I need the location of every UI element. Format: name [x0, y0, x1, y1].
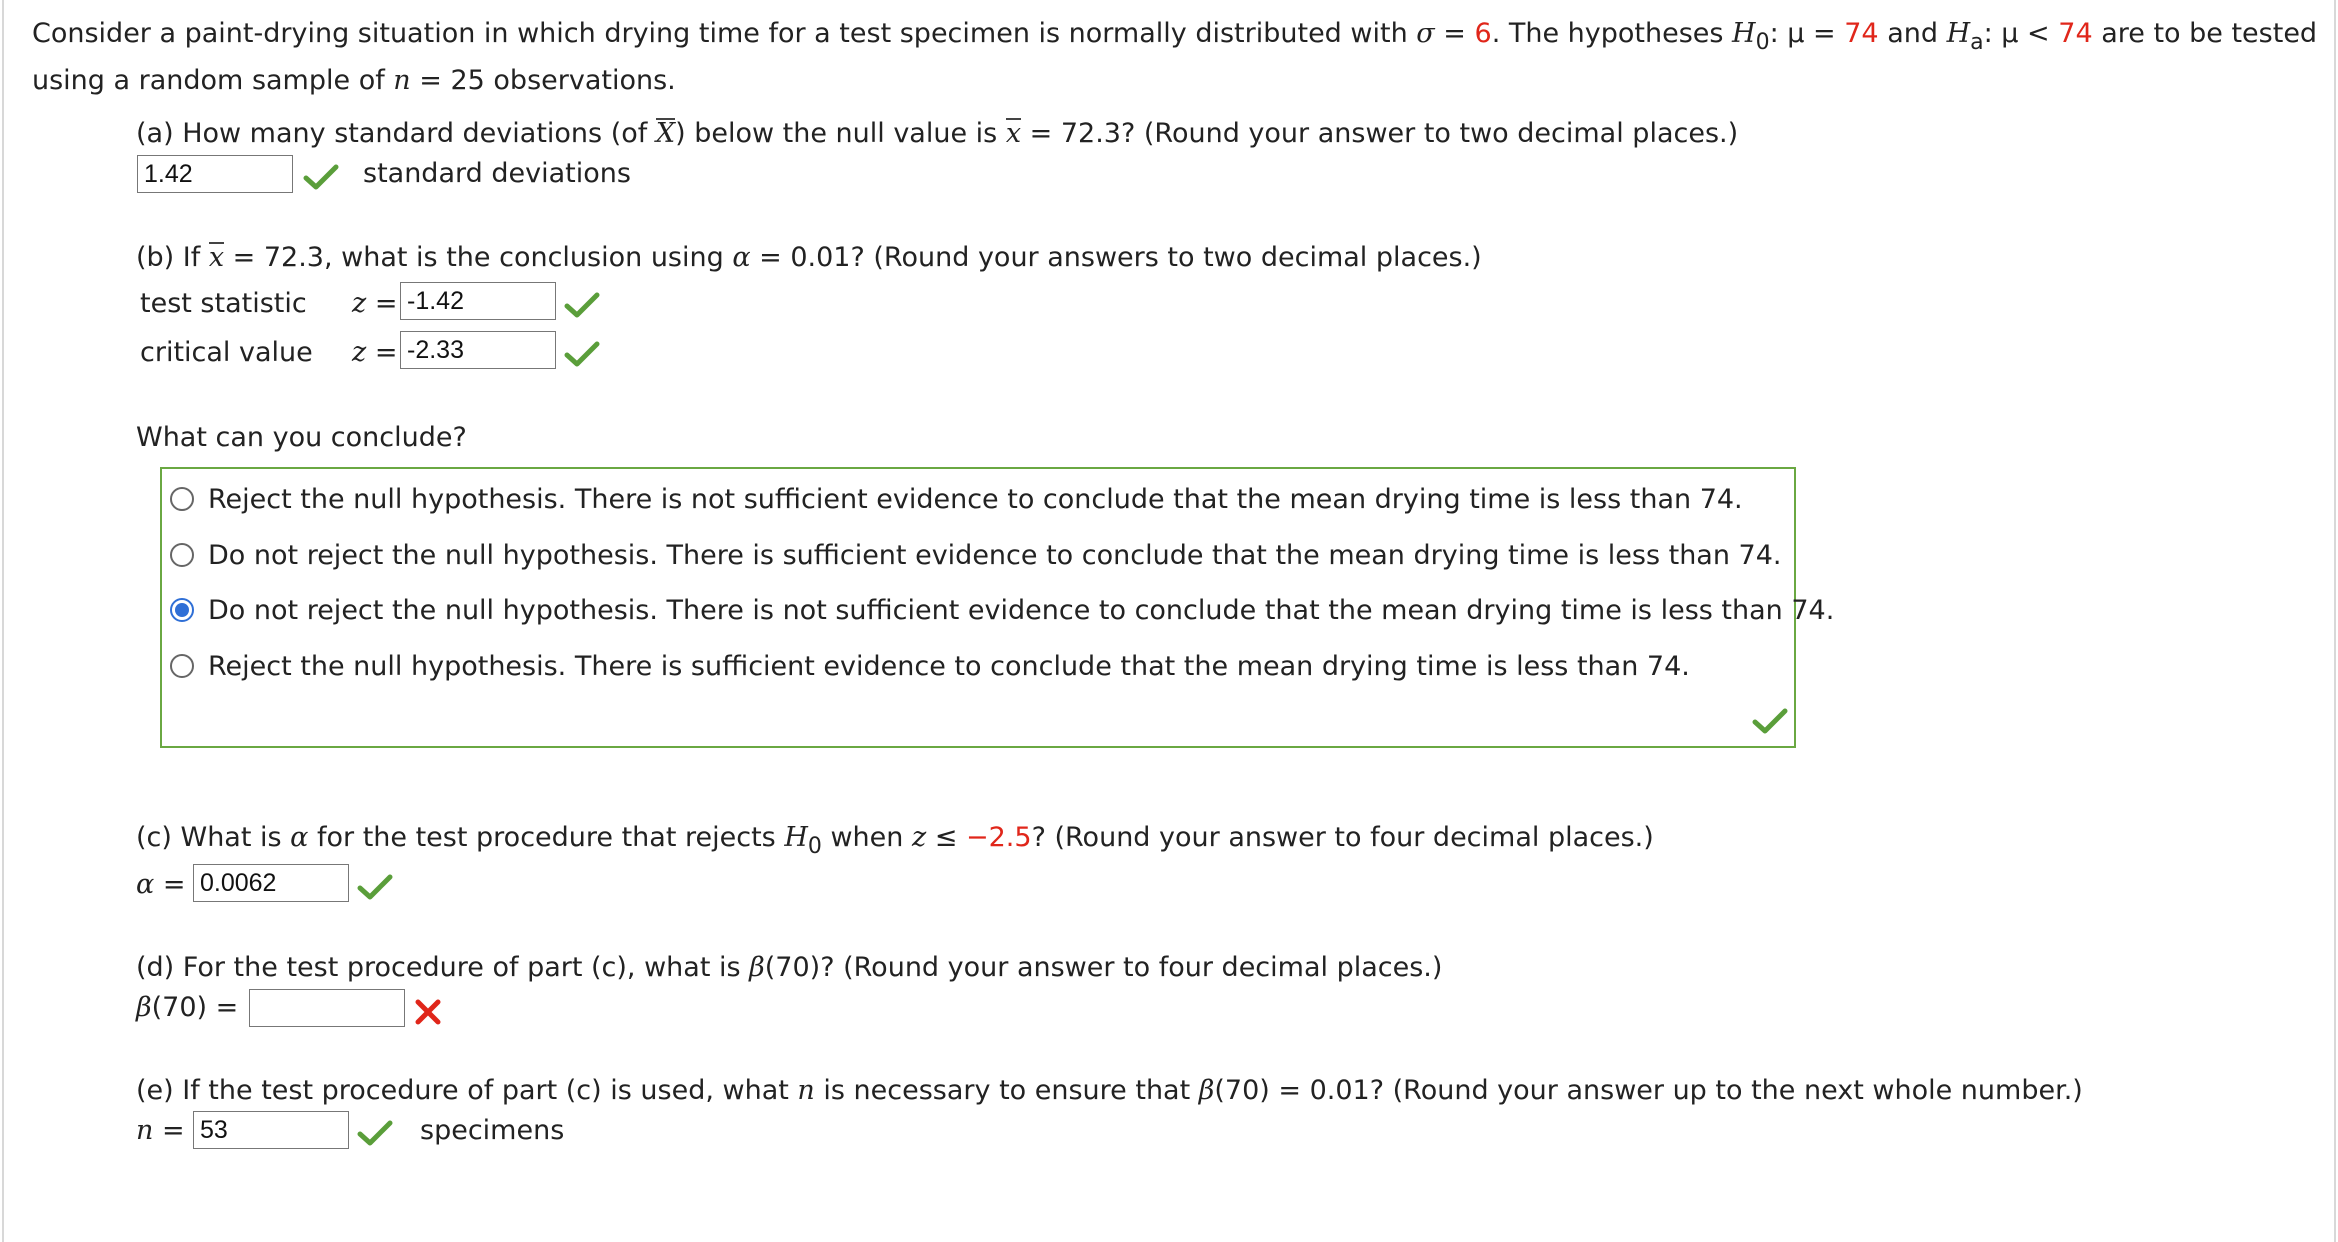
part-c-question: (c) What is α for the test procedure that rejects $H_0$ when z ≤ −2.5? (Round your answer to four decimal places.) [136, 822, 1654, 859]
radio-button[interactable] [170, 654, 194, 678]
conclude-question: What can you conclude? [136, 422, 467, 453]
part-e-question: (e) If the test procedure of part (c) is used, what n is necessary to ensure that β(70) = 0.01? (Round your answer up to the next whole number.) [136, 1075, 2083, 1106]
part-a-unit: standard deviations [363, 158, 631, 189]
n-input[interactable] [193, 1111, 349, 1149]
part-a-check-icon [303, 163, 339, 191]
problem-line-1: Consider a paint-drying situation in which drying time for a test specimen is normally distributed with σ = 6. The hypotheses $H_0$: μ = 74 and $H_a$: μ < 74 are to be tested [32, 18, 2318, 55]
radio-button[interactable] [170, 543, 194, 567]
option-label[interactable]: Reject the null hypothesis. There is sufficient evidence to conclude that the mean drying time is less than 74. [208, 651, 1690, 682]
n-check-icon [357, 1119, 393, 1147]
problem-line-2: using a random sample of n = 25 observations. [32, 65, 676, 96]
beta-input[interactable] [249, 989, 405, 1027]
alpha-input[interactable] [193, 864, 349, 902]
option-label[interactable]: Do not reject the null hypothesis. There is not sufficient evidence to conclude that the mean drying time is less than 74. [208, 595, 1835, 626]
test-statistic-label: test statistic [140, 288, 307, 319]
option-label[interactable]: Do not reject the null hypothesis. There is sufficient evidence to conclude that the mean drying time is less than 74. [208, 540, 1782, 571]
alpha-check-icon [357, 873, 393, 901]
radio-button-selected[interactable] [170, 598, 194, 622]
test-z-label: z = [352, 288, 398, 319]
mu0-value: 74 [1844, 18, 1879, 49]
z-threshold: −2.5 [966, 822, 1032, 853]
mua-value: 74 [2058, 18, 2093, 49]
beta-incorrect-icon [413, 997, 443, 1027]
beta-label: β(70) = [136, 992, 239, 1023]
part-d-question: (d) For the test procedure of part (c), what is β(70)? (Round your answer to four decimal places.) [136, 952, 1443, 983]
part-a-question: (a) How many standard deviations (of X) below the null value is x = 72.3? (Round your answer to two decimal places.) [136, 118, 1739, 149]
n-unit: specimens [420, 1115, 565, 1146]
critical-value-label: critical value [140, 337, 313, 368]
n-label: n = [136, 1115, 185, 1146]
critical-z-label: z = [352, 337, 398, 368]
critical-value-check-icon [564, 340, 600, 368]
test-statistic-check-icon [564, 291, 600, 319]
option-label[interactable]: Reject the null hypothesis. There is not sufficient evidence to conclude that the mean drying time is less than 74. [208, 484, 1743, 515]
part-b-question: (b) If x = 72.3, what is the conclusion using α = 0.01? (Round your answers to two decimal places.) [136, 242, 1482, 273]
part-a-answer-input[interactable] [137, 155, 293, 193]
critical-value-input[interactable] [400, 331, 556, 369]
conclusion-check-icon [1752, 707, 1788, 735]
radio-button[interactable] [170, 487, 194, 511]
test-statistic-input[interactable] [400, 282, 556, 320]
alpha-label: α = [136, 869, 186, 900]
sigma-value: 6 [1474, 18, 1492, 49]
